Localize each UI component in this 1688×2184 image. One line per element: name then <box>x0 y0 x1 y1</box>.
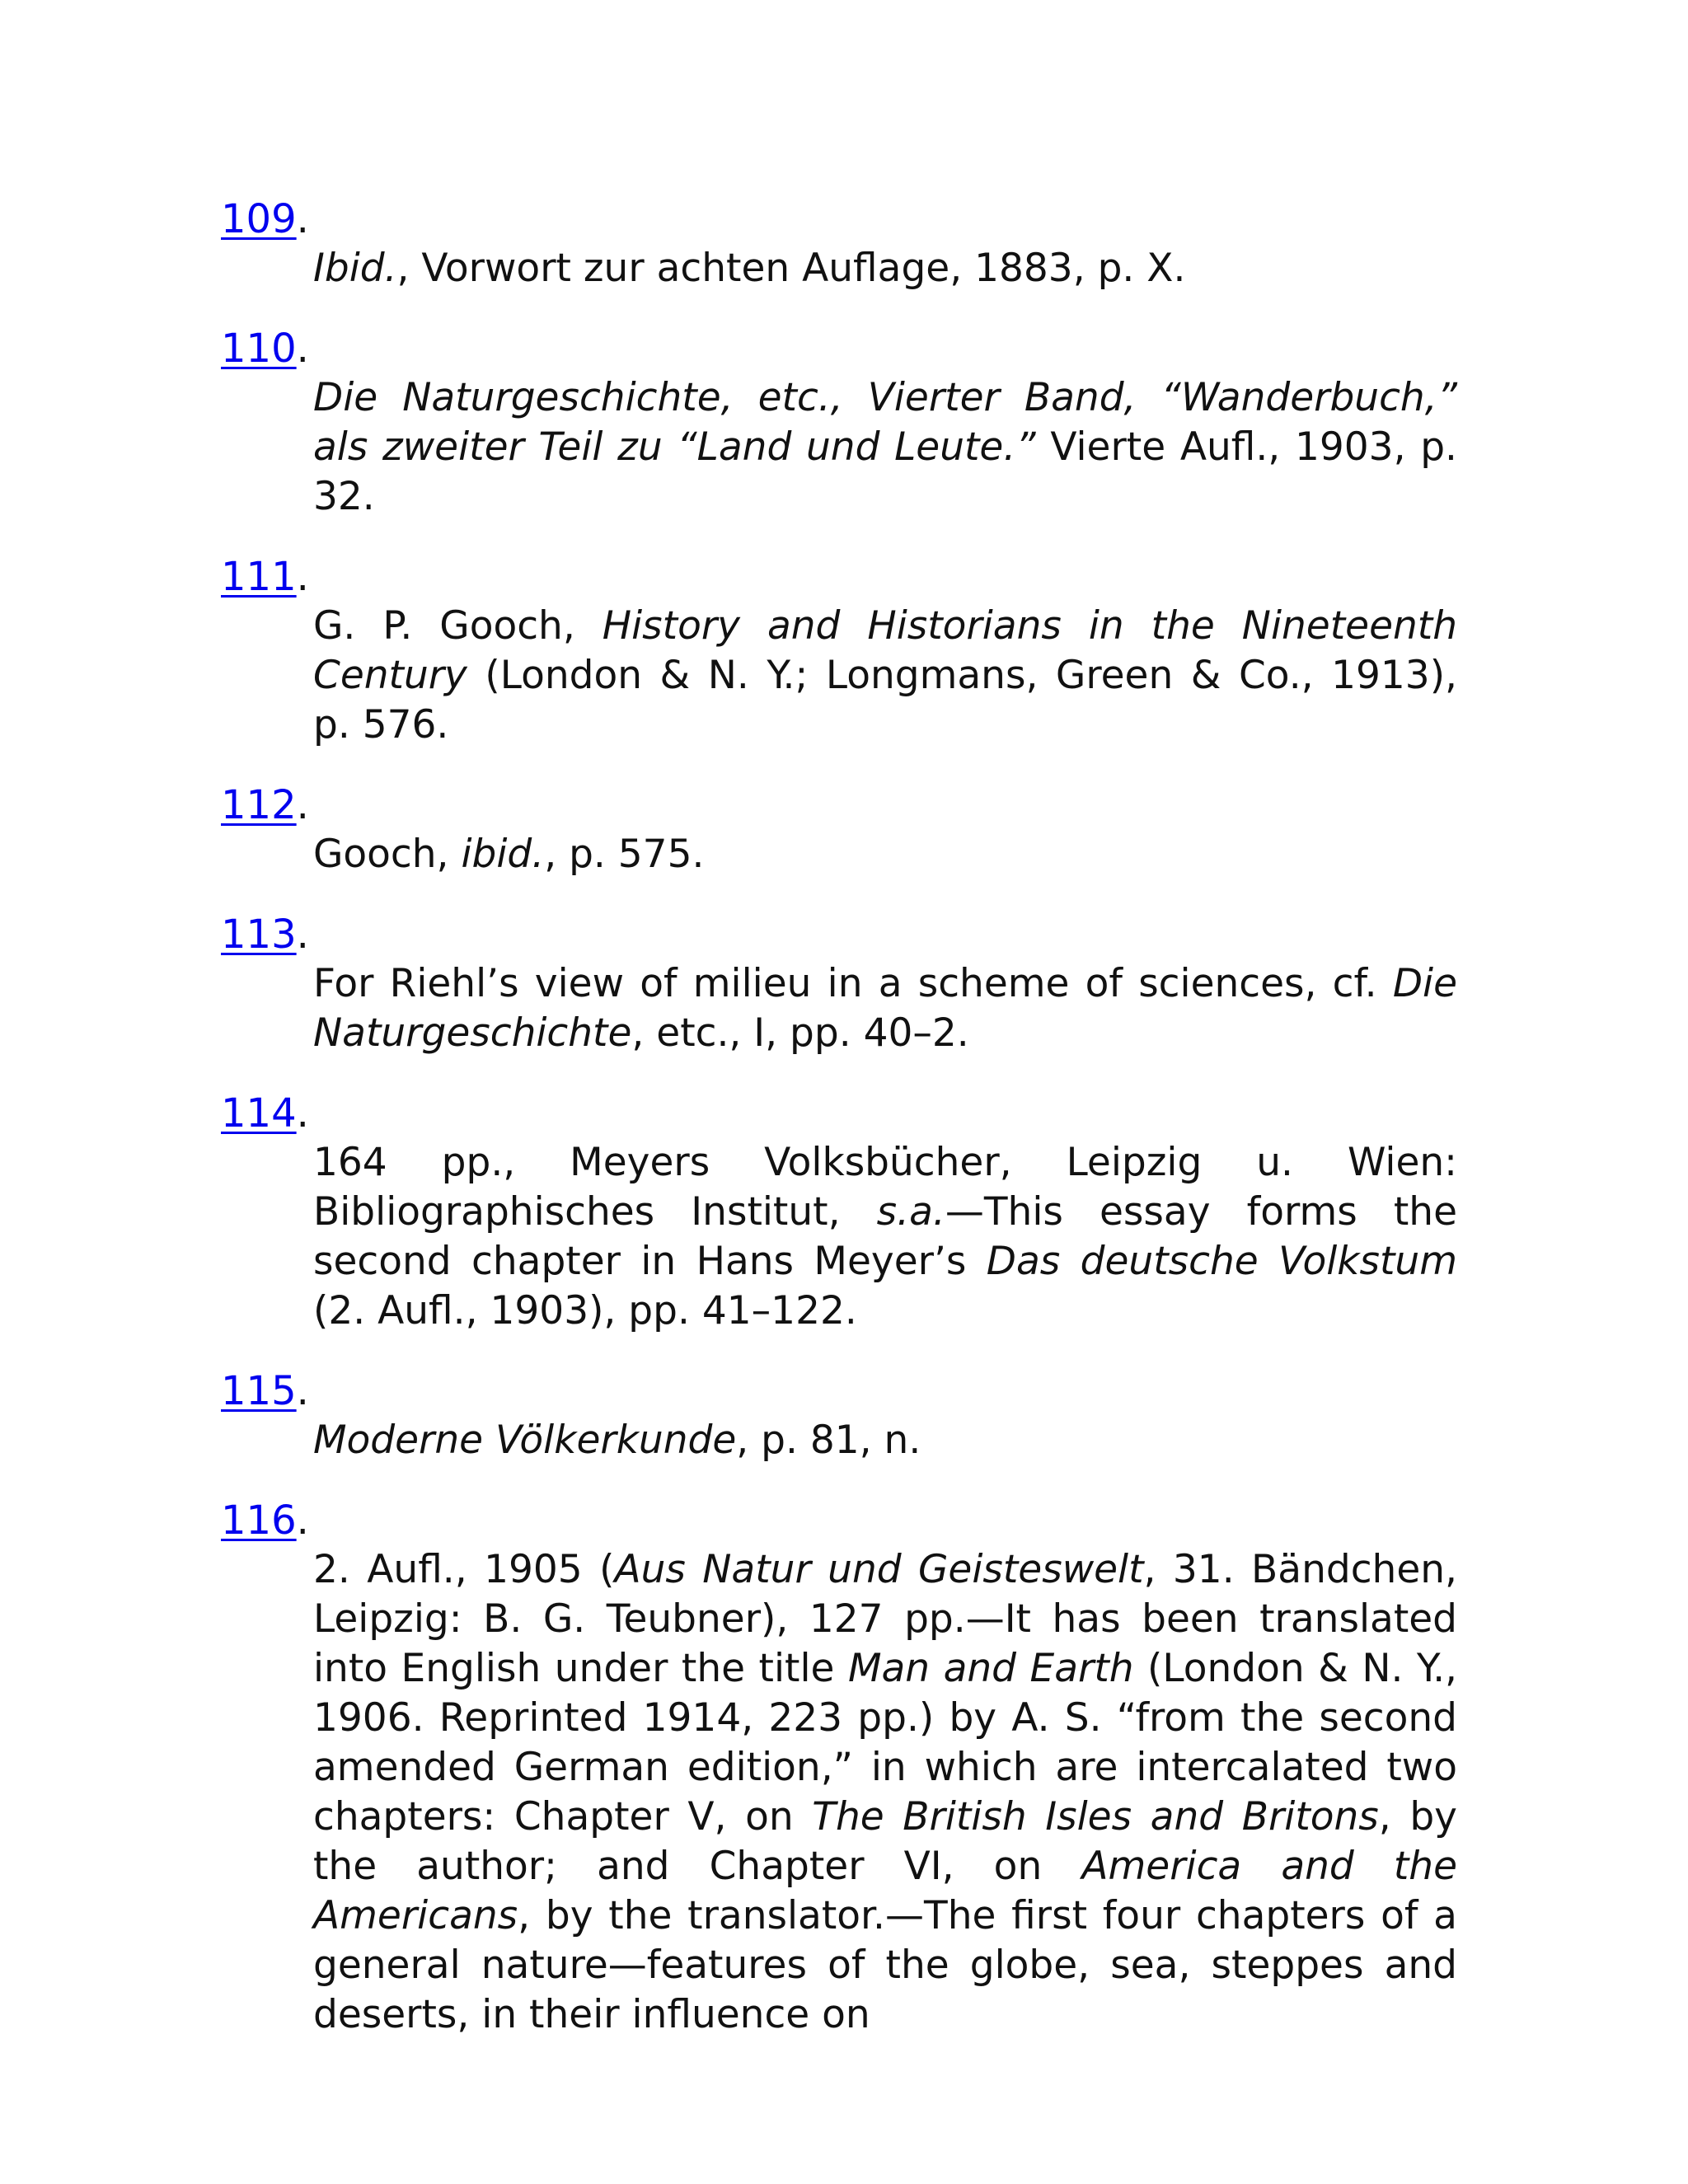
footnote-text-run: —This essay forms the second chapter in Hans Meyer’s <box>313 1189 1457 1284</box>
footnote-italic-text: Aus Natur und Geisteswelt <box>614 1547 1144 1592</box>
footnote-text-run: For Riehl’s view of milieu in a scheme of sciences, cf. <box>313 961 1393 1006</box>
footnote-number-period: . <box>296 1368 309 1414</box>
footnote-text-run: (2. Aufl., 1903), pp. 41–122. <box>313 1288 857 1333</box>
footnote-number-line <box>221 194 1457 244</box>
footnote-111 <box>221 552 1457 750</box>
footnote-backlink[interactable]: 114 <box>221 1090 297 1137</box>
footnote-italic-text: Die Naturgeschichte, etc., Vierter Band, “Wanderbuch,” als zweiter Teil zu “Land und Leute.” <box>313 375 1457 470</box>
footnote-number-line <box>221 324 1457 373</box>
footnote-text-run: , etc., I, pp. 40–2. <box>631 1010 969 1056</box>
footnote-text <box>313 830 1457 879</box>
footnote-113 <box>221 910 1457 1058</box>
footnote-backlink[interactable]: 111 <box>221 554 297 600</box>
footnote-italic-text: Man and Earth <box>847 1646 1134 1691</box>
footnote-italic-text: History and Historians in the Nineteenth Century <box>313 603 1457 698</box>
footnote-110 <box>221 324 1457 522</box>
footnote-italic-text: s.a. <box>876 1189 945 1235</box>
footnote-italic-text: Ibid. <box>313 246 397 291</box>
footnote-backlink[interactable]: 110 <box>221 326 297 372</box>
footnote-112 <box>221 780 1457 879</box>
footnote-number-line <box>221 1496 1457 1545</box>
footnote-text <box>313 373 1457 522</box>
footnote-text <box>313 1138 1457 1336</box>
footnote-italic-text: Das deutsche Volkstum <box>986 1239 1457 1284</box>
footnote-text <box>313 1545 1457 2040</box>
footnote-number-period: . <box>296 1090 309 1137</box>
footnote-text-run: , p. 575. <box>544 832 705 877</box>
footnote-backlink[interactable]: 112 <box>221 782 297 828</box>
footnote-text-run: 164 pp., Meyers Volksbücher, Leipzig u. Wien: Bibliographisches Institut, <box>313 1140 1457 1235</box>
footnote-backlink[interactable]: 109 <box>221 196 297 242</box>
footnote-backlink[interactable]: 115 <box>221 1368 297 1414</box>
footnotes-list <box>221 194 1457 2070</box>
footnote-backlink[interactable]: 113 <box>221 912 297 958</box>
footnote-text <box>313 959 1457 1058</box>
footnote-number-period: . <box>296 326 309 372</box>
footnote-115 <box>221 1366 1457 1465</box>
footnote-text <box>313 244 1457 293</box>
footnote-number-line <box>221 552 1457 602</box>
footnote-text-run: , by the translator.—The first four chapters of a general nature—features of the globe, sea, steppes and deserts, in their influence on <box>313 1893 1457 2037</box>
footnote-italic-text: ibid. <box>461 832 545 877</box>
footnote-number-line <box>221 780 1457 830</box>
footnote-116 <box>221 1496 1457 2040</box>
footnote-text-run: , 31. Bändchen, Leipzig: B. G. Teubner), 127 pp.—It has been translated into English under the title <box>313 1547 1457 1691</box>
footnote-text <box>313 602 1457 750</box>
footnote-114 <box>221 1089 1457 1336</box>
footnote-text-run: 2. Aufl., 1905 ( <box>313 1547 615 1592</box>
footnote-number-period: . <box>296 196 309 242</box>
footnote-text <box>313 1416 1457 1465</box>
footnote-text-run: Gooch, <box>313 832 462 877</box>
footnote-text-run: , by the author; and Chapter VI, on <box>313 1794 1457 1889</box>
footnote-italic-text: Moderne Völkerkunde <box>313 1418 737 1463</box>
footnote-text-run: Vierte Aufl., 1903, p. 32. <box>313 424 1457 519</box>
footnote-italic-text: America and the Americans <box>313 1844 1457 1938</box>
footnote-italic-text: Die Naturgeschichte <box>313 961 1457 1056</box>
footnote-text-run: G. P. Gooch, <box>313 603 603 649</box>
footnote-number-period: . <box>296 912 309 958</box>
footnote-text-run: (London & N. Y.; Longmans, Green & Co., 1913), p. 576. <box>313 653 1457 748</box>
footnote-number-period: . <box>296 554 309 600</box>
footnote-backlink[interactable]: 116 <box>221 1497 297 1544</box>
footnote-italic-text: The British Isles and Britons <box>812 1794 1379 1840</box>
footnote-number-period: . <box>296 782 309 828</box>
footnote-text-run: , p. 81, n. <box>736 1418 921 1463</box>
footnote-number-period: . <box>296 1497 309 1544</box>
footnote-number-line <box>221 1089 1457 1138</box>
footnote-text-run: (London & N. Y., 1906. Reprinted 1914, 223 pp.) by A. S. “from the second amended German edition,” in which are intercalated two chapters: Chapter V, on <box>313 1646 1457 1840</box>
footnote-number-line <box>221 1366 1457 1416</box>
footnote-number-line <box>221 910 1457 959</box>
footnote-109 <box>221 194 1457 293</box>
footnote-text-run: , Vorwort zur achten Auflage, 1883, p. X. <box>396 246 1186 291</box>
